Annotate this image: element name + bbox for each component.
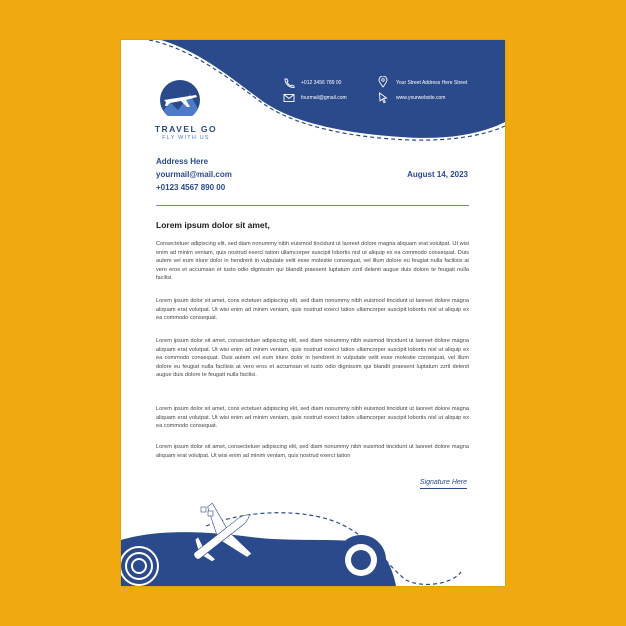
header-email: fourmail@gmail.com	[301, 95, 347, 101]
body-paragraph-3: Lorem ipsum dolor sit amet, consectetuer adipiscing elit, sed diam nonummy nibh euismod tincidunt ut laoreet dolore magna aliquam erat volutpat. Ut wisi enim ad minim veniam, quis nostrud exerci tation ullamcorper suscipit lobortis nisl ut aliquip ex ea commodo consequat. Duis autem vel eum iriure dolor in hendrerit in vulputate velit esse molestie consequat, vel illum dolore eu feugiat nulla facilisis at vero eros et accumsan et iusto odio dignissim qui blandit praesent luptatum zzril delenit augue duis dolore te feugait nulla facilisi.	[156, 338, 469, 379]
body-paragraph-4: Lorem ipsum dolor sit amet, cons ectetuer adipiscing elit, sed diam nonummy nibh euismod tincidunt ut laoreet dolore magna aliquam erat volutpat. Ut wisi enim ad minim veniam, quis nostrud exerci tation ullamcorper suscipit lobortis nisl ut aliquip ex ea commodo consequat.	[156, 406, 469, 430]
sender-phone: +0123 4567 890 00	[156, 183, 226, 192]
target-circle-right-icon	[336, 535, 386, 585]
signature-line: Signature Here	[420, 479, 467, 489]
body-paragraph-5: Lorem ipsum dolor sit amet, consectetuer adipiscing elit, sed diam nonummy nibh euismod tincidunt ut laoreet dolore magna aliquam erat volutpat. Ut wisi enim ad minim veniam, quis nostrud exerci tation	[156, 444, 469, 459]
header-address: Your Street Address Here Street	[396, 80, 468, 86]
sender-email: yourmail@mail.com	[156, 170, 232, 179]
letter-date: August 14, 2023	[407, 170, 468, 179]
brand-tagline: FLY WITH US	[162, 135, 210, 141]
footer-wave-band	[121, 40, 505, 586]
body-paragraph-1: Consectetuer adipiscing elit, sed diam nonummy nibh euismod tincidunt ut laoreet dolore magna aliquam erat volutpat. Ut wisi enim ad minim veniam, quis nostrud exerci tation ullamcorper suscipit lobortis nisl ut aliquip ex ea commodo consequat. Duis autem vel eum iriure dolor in hendrerit in vulputate velit esse molestie consequat, vel illum dolore eu feugiat nulla facilisis at vero eros et accumsan et iusto odio dignissim qui blandit praesent luptatum zzril delenit augue duis dolore te feugait nulla facilisi.	[156, 241, 469, 282]
sender-address: Address Here	[156, 157, 209, 166]
letterhead-page	[121, 40, 505, 586]
header-phone: +012 3456 789 00	[301, 80, 342, 86]
body-paragraph-2: Lorem ipsum dolor sit amet, cons ectetuer adipiscing elit, sed diam nonummy nibh euismod tincidunt ut laoreet dolore magna aliquam erat volutpat. Ut wisi enim ad minim veniam, quis nostrud exerci tation ullamcorper suscipit lobortis nisl ut aliquip ex ea commodo consequat.	[156, 298, 469, 322]
header-website: www.yourwebsite.com	[396, 95, 446, 101]
salutation: Lorem ipsum dolor sit amet,	[156, 220, 270, 230]
brand-name: TRAVEL GO	[154, 124, 218, 134]
